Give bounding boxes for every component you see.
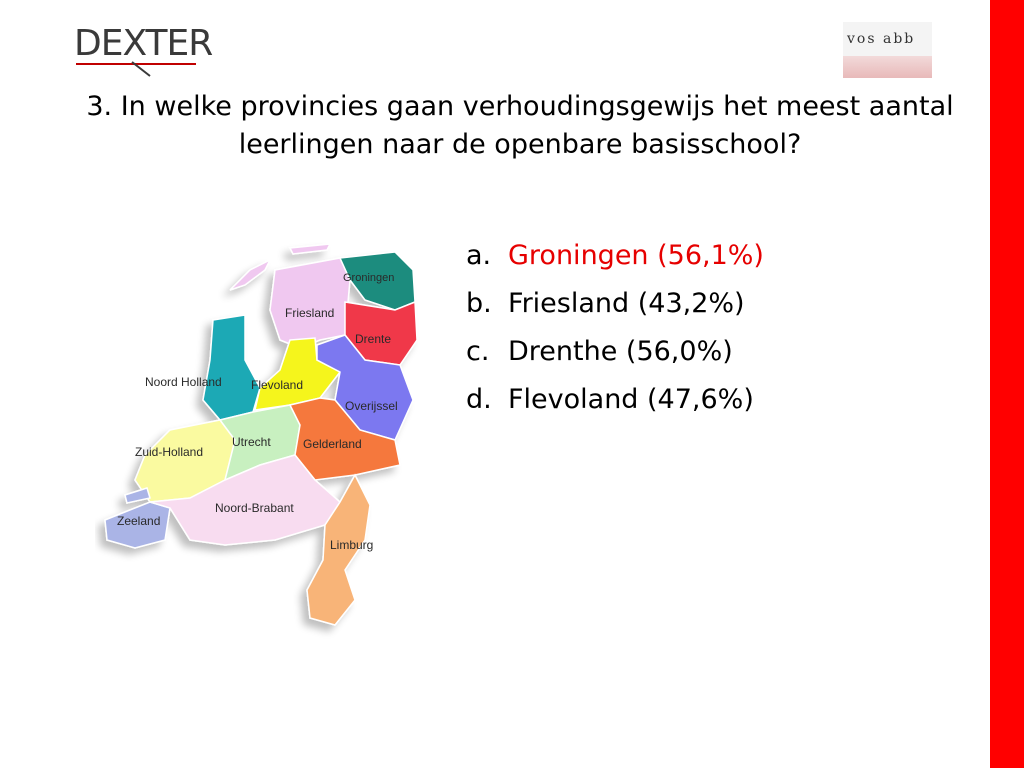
answer-letter: c.	[466, 336, 490, 367]
label-flevoland: Flevoland	[251, 378, 304, 392]
label-noord-brabant: Noord-Brabant	[215, 501, 294, 515]
answer-option	[466, 232, 764, 280]
label-zuid-holland: Zuid-Holland	[135, 445, 204, 459]
answer-letter: d.	[466, 384, 492, 415]
dexter-logo	[74, 22, 213, 78]
answer-option	[466, 280, 764, 328]
answer-option	[466, 376, 764, 424]
label-zeeland: Zeeland	[117, 514, 161, 528]
vosabb-logo	[843, 22, 932, 78]
vosabb-logo-band	[843, 56, 932, 78]
label-overijssel: Overijssel	[345, 399, 398, 413]
label-groningen: Groningen	[343, 272, 395, 284]
dexter-logo-underline	[74, 22, 204, 78]
label-limburg: Limburg	[330, 538, 374, 552]
label-gelderland: Gelderland	[303, 437, 362, 451]
answer-text: Groningen (56,1%)	[508, 240, 764, 271]
question-title: 3. In welke provincies gaan verhoudingsgewijs het meest aantal leerlingen naar de openbare basisschool?	[86, 91, 954, 160]
dexter-logo-text: DEXTER	[74, 23, 213, 64]
answer-text: Drenthe (56,0%)	[508, 336, 733, 367]
answer-text: Friesland (43,2%)	[508, 288, 745, 319]
vosabb-logo-text: vos abb	[847, 31, 916, 47]
answer-option	[466, 328, 764, 376]
label-noord-holland: Noord Holland	[145, 375, 222, 389]
answer-letter: a.	[466, 240, 492, 271]
province-noord-holland	[203, 315, 260, 420]
label-friesland: Friesland	[285, 306, 335, 320]
netherlands-map	[95, 240, 435, 640]
label-drente: Drente	[355, 332, 392, 346]
accent-bar	[990, 0, 1024, 768]
answer-text: Flevoland (47,6%)	[508, 384, 754, 415]
answer-letter: b.	[466, 288, 492, 319]
province-friesland	[270, 258, 350, 348]
answer-list	[466, 232, 764, 424]
label-utrecht: Utrecht	[232, 435, 271, 449]
